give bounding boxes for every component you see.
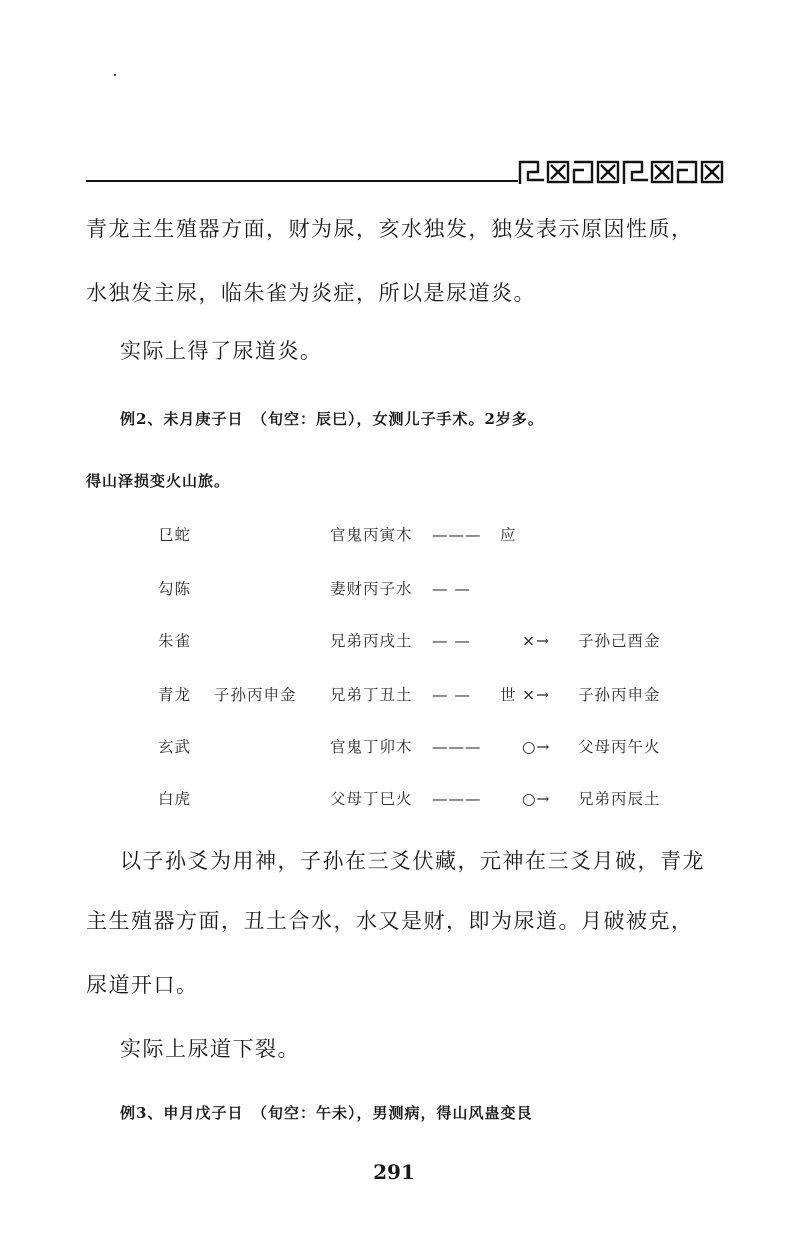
six-spirit: 㔾蛇 — [158, 526, 192, 544]
line-mark: ——— — [432, 738, 482, 756]
changed-line: 父母丙午火 — [578, 738, 661, 756]
paragraph-line: 实际上得了尿道炎。 — [120, 339, 323, 363]
change-marker: ○→ — [522, 790, 551, 808]
paragraph-line: 实际上尿道下裂。 — [120, 1037, 300, 1061]
line-name: 官鬼丙寅木 — [330, 526, 413, 544]
changed-line: 子孙丙申金 — [578, 686, 661, 704]
page-number: 291 — [373, 1160, 415, 1184]
hidden-line: 子孙丙申金 — [214, 686, 297, 704]
line-mark: ——— — [432, 526, 482, 544]
speck — [114, 74, 116, 76]
line-status: 应 — [500, 526, 517, 544]
line-name: 官鬼丁卯木 — [330, 738, 413, 756]
example-heading: 例2、未月庚子日 （旬空：辰巳），女测儿子手术。2岁多。 — [120, 410, 544, 428]
paragraph-line: 以子孙爻为用神，子孙在三爻伏藏，元神在三爻月破，青龙 — [120, 849, 705, 873]
header-rule — [86, 180, 518, 182]
six-spirit: 白虎 — [158, 790, 192, 808]
paragraph-line: 主生殖器方面，丑土合水，水又是财，即为尿道。月破被克， — [86, 909, 694, 933]
line-mark: ——— — [432, 790, 482, 808]
line-mark: — — — [432, 686, 471, 704]
line-name: 妻财丙子水 — [330, 580, 413, 598]
line-name: 父母丁巳火 — [330, 790, 413, 808]
change-marker: ×→ — [522, 632, 550, 650]
six-spirit: 朱雀 — [158, 632, 192, 650]
six-spirit: 青龙 — [158, 686, 192, 704]
paragraph-line: 水独发主尿，临朱雀为炎症，所以是尿道炎。 — [86, 281, 536, 305]
change-marker: ○→ — [522, 738, 551, 756]
changed-line: 兄弟丙辰土 — [578, 790, 661, 808]
line-mark: — — — [432, 580, 471, 598]
changed-line: 子孙己酉金 — [578, 632, 661, 650]
six-spirit: 勾陈 — [158, 580, 192, 598]
example-heading: 得山泽损变火山旅。 — [86, 472, 231, 490]
paragraph-line: 青龙主生殖器方面，财为尿，亥水独发，独发表示原因性质， — [86, 217, 694, 241]
example-heading: 例3、申月戊子日 （旬空：午未），男测病，得山风蛊变艮 — [120, 1104, 533, 1122]
paragraph-line: 尿道开口。 — [86, 973, 199, 997]
line-name: 兄弟丙戌土 — [330, 632, 413, 650]
line-name: 兄弟丁丑土 — [330, 686, 413, 704]
fret-ornament-icon — [518, 158, 726, 186]
line-status: 世 — [500, 686, 517, 704]
line-mark: — — — [432, 632, 471, 650]
six-spirit: 玄武 — [158, 738, 192, 756]
change-marker: ×→ — [522, 686, 550, 704]
